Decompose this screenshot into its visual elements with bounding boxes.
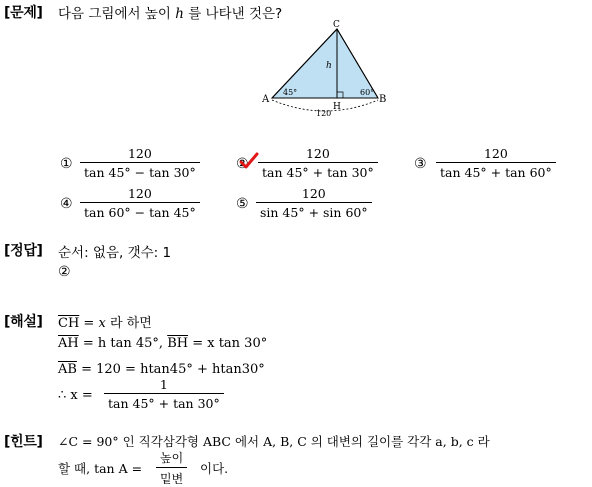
answer-meta: 순서: 없음, 갯수: 1 bbox=[58, 245, 172, 261]
solution-fraction bbox=[104, 377, 224, 411]
hint-fraction-denominator: 밑변 bbox=[156, 467, 187, 487]
answer-value: ② bbox=[58, 264, 71, 280]
choice-2-numerator: 120 bbox=[305, 146, 330, 161]
choice-4-fraction[interactable] bbox=[80, 186, 200, 220]
choice-5-fraction[interactable] bbox=[256, 186, 372, 220]
choice-1-denominator: tan 45° − tan 30° bbox=[80, 162, 200, 180]
segment-ch: $\overline{CH}$ bbox=[58, 316, 80, 331]
label-b: B bbox=[379, 94, 387, 105]
answer-tag: [정답] bbox=[4, 243, 43, 259]
choice-1-fraction[interactable] bbox=[80, 146, 200, 180]
solution-line-2-mid1: = h tan 45°, bbox=[78, 336, 168, 351]
hint-line-1: ∠C = 90° 인 직각삼각형 ABC 에서 A, B, C 의 대변의 길이를 각각 a, b, c 라 bbox=[58, 434, 490, 449]
segment-ah: $\overline{AH}$ bbox=[58, 336, 79, 351]
solution-line-3-rest: = 120 = htan45° + htan30° bbox=[76, 362, 265, 377]
choice-3-fraction[interactable] bbox=[436, 146, 556, 180]
hint-fraction-numerator: 높이 bbox=[160, 451, 184, 465]
choice-1-numerator: 120 bbox=[127, 146, 152, 161]
choice-4-mark[interactable]: ④ bbox=[60, 196, 73, 212]
hint-line-2-post: 이다. bbox=[200, 461, 229, 476]
solution-line-1-text: 라 하면 bbox=[105, 316, 152, 331]
angle-b-label: 60° bbox=[360, 88, 375, 97]
label-c: C bbox=[333, 20, 340, 30]
hint-fraction bbox=[156, 449, 187, 487]
angle-a-label: 45° bbox=[283, 88, 298, 97]
choice-4-denominator: tan 60° − tan 45° bbox=[80, 202, 200, 220]
choice-3-numerator: 120 bbox=[483, 146, 508, 161]
label-height: h bbox=[326, 61, 332, 71]
solution-line-2-mid2: = x tan 30° bbox=[188, 336, 268, 351]
solution-fraction-numerator: 1 bbox=[159, 377, 168, 392]
question-variable: h bbox=[175, 6, 184, 22]
choice-2-mark[interactable]: ② bbox=[236, 156, 249, 172]
choice-3-denominator: tan 45° + tan 60° bbox=[436, 162, 556, 180]
base-length-label: 120 bbox=[316, 109, 332, 118]
triangle-figure bbox=[258, 18, 392, 120]
choice-1-mark[interactable]: ① bbox=[60, 156, 73, 172]
choice-5-numerator: 120 bbox=[301, 186, 326, 201]
choice-2-fraction[interactable] bbox=[258, 146, 378, 180]
checkmark-icon bbox=[239, 152, 259, 170]
label-h-foot: H bbox=[333, 102, 341, 112]
label-a: A bbox=[262, 94, 270, 105]
solution-tag: [해설] bbox=[4, 314, 43, 330]
choice-5-mark[interactable]: ⑤ bbox=[236, 196, 249, 212]
hint-tag: [힌트] bbox=[4, 434, 43, 450]
problem-tag: [문제] bbox=[4, 5, 43, 21]
solution-line-2 bbox=[58, 336, 267, 351]
solution-line-1 bbox=[58, 312, 152, 331]
choice-3-mark[interactable]: ③ bbox=[414, 156, 427, 172]
hint-line-2-pre: 할 때, tan A = bbox=[58, 461, 143, 476]
segment-bh: $\overline{BH}$ bbox=[167, 336, 189, 351]
choice-5-denominator: sin 45° + sin 60° bbox=[256, 202, 372, 220]
solution-line-4-lhs: ∴ x = bbox=[58, 388, 93, 403]
solution-line-3 bbox=[58, 362, 265, 377]
solution-line-1-eq: = bbox=[79, 316, 99, 331]
segment-ab: $\overline{AB}$ bbox=[58, 362, 77, 377]
solution-line-1-var: x bbox=[98, 316, 106, 331]
question-prefix: 다음 그림에서 높이 bbox=[58, 6, 171, 22]
choice-2-denominator: tan 45° + tan 30° bbox=[258, 162, 378, 180]
solution-fraction-denominator: tan 45° + tan 30° bbox=[104, 393, 224, 411]
choice-4-numerator: 120 bbox=[127, 186, 152, 201]
question-text bbox=[58, 2, 282, 22]
question-suffix: 를 나타낸 것은? bbox=[188, 6, 283, 22]
